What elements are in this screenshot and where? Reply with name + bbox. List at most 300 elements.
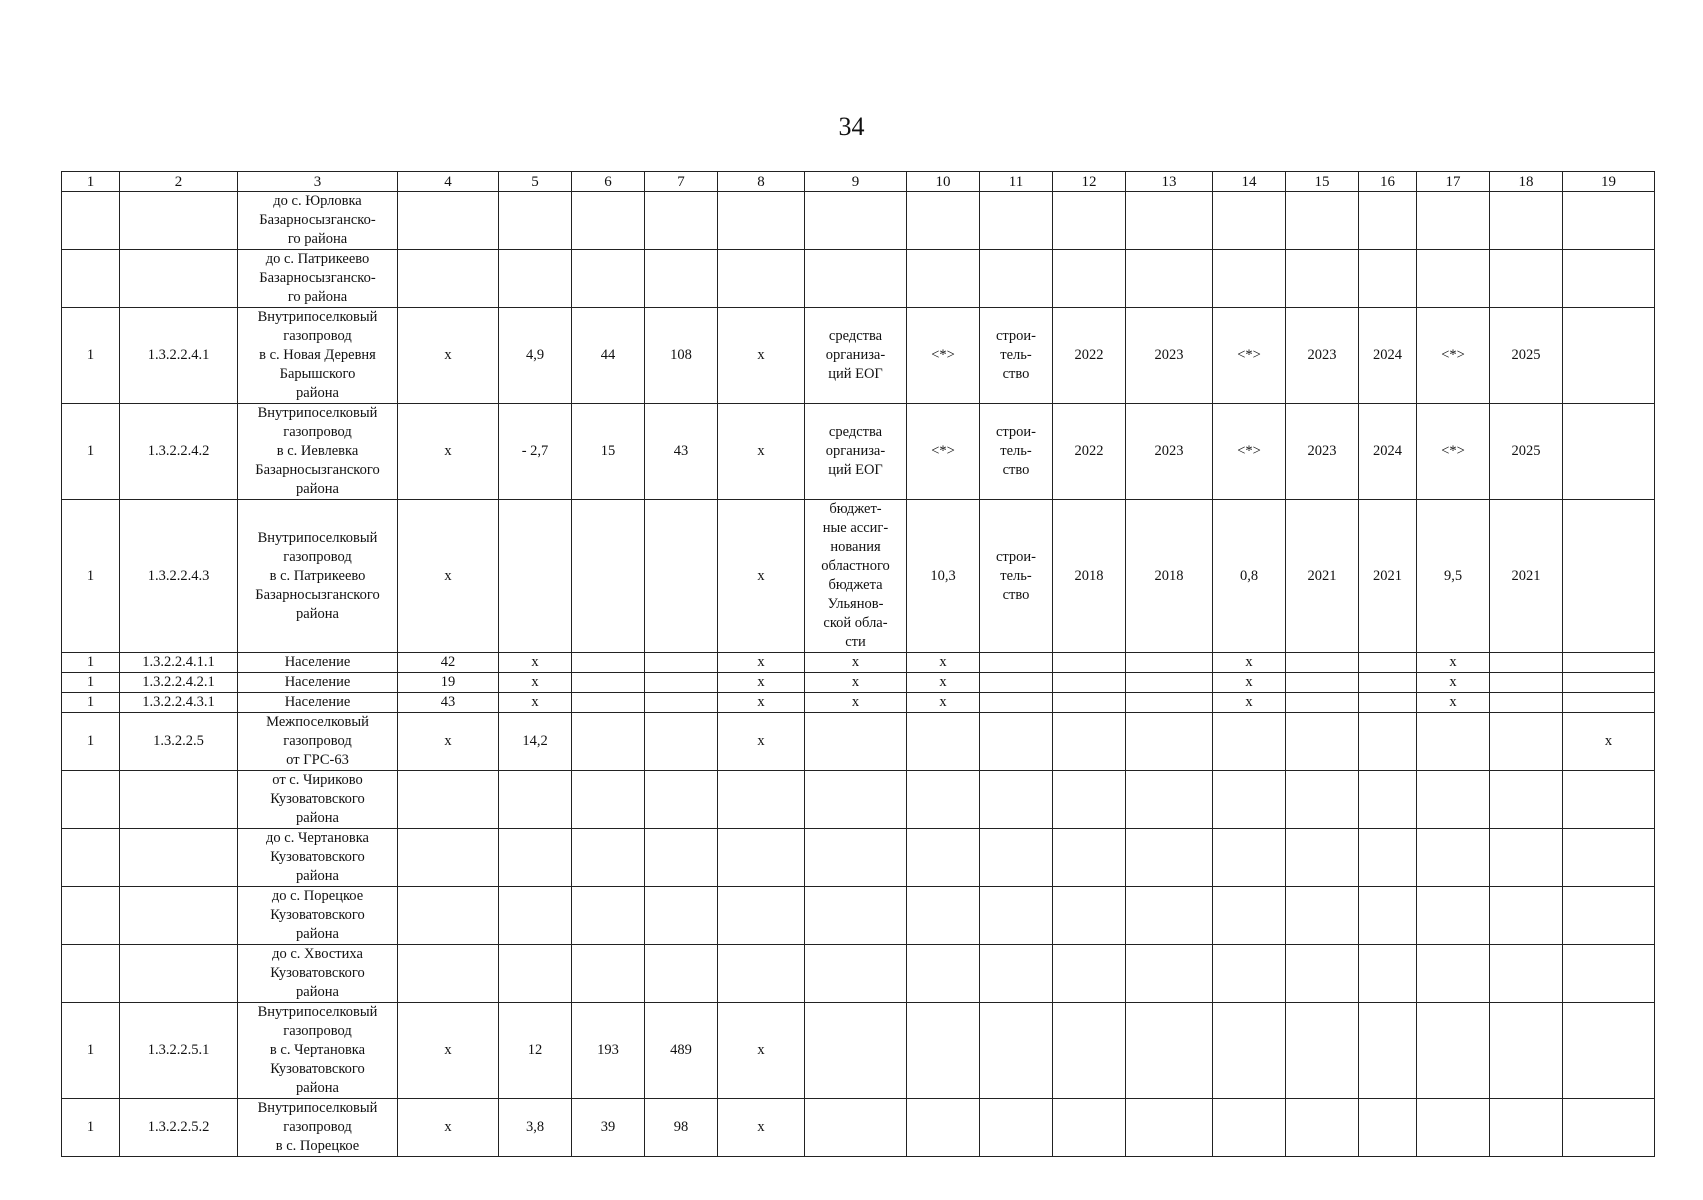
table-cell (907, 713, 980, 771)
table-cell (980, 713, 1053, 771)
table-cell: 1.3.2.2.4.1 (120, 308, 238, 404)
table-cell (645, 887, 718, 945)
table-cell (645, 653, 718, 673)
table-cell (907, 192, 980, 250)
table-cell (645, 500, 718, 653)
table-cell (62, 192, 120, 250)
table-cell: х (1213, 673, 1286, 693)
table-cell (1490, 693, 1563, 713)
table-cell: до с. Порецкое Кузоватовского района (238, 887, 398, 945)
table-cell (1213, 250, 1286, 308)
table-cell (980, 693, 1053, 713)
table-row (62, 945, 1655, 1003)
table-cell (1053, 653, 1126, 673)
table-cell: Население (238, 653, 398, 673)
table-cell (1213, 192, 1286, 250)
table-cell: 1 (62, 1099, 120, 1157)
table-cell (1053, 1099, 1126, 1157)
column-header: 11 (980, 172, 1053, 192)
table-cell (499, 829, 572, 887)
table-cell (1213, 945, 1286, 1003)
table-cell: х (718, 308, 805, 404)
table-cell (572, 693, 645, 713)
table-cell: 42 (398, 653, 499, 673)
table-cell: 1.3.2.2.5 (120, 713, 238, 771)
table-cell (645, 713, 718, 771)
table-cell (1213, 1003, 1286, 1099)
table-cell: Внутрипоселковый газопровод в с. Порецкое (238, 1099, 398, 1157)
table-cell (1126, 1099, 1213, 1157)
column-header: 19 (1563, 172, 1655, 192)
table-cell (1359, 829, 1417, 887)
table-cell (1563, 1099, 1655, 1157)
table-cell (980, 192, 1053, 250)
table-cell: <*> (1417, 308, 1490, 404)
table-cell: х (718, 1099, 805, 1157)
table-cell: 1.3.2.2.4.2.1 (120, 673, 238, 693)
table-cell: 1.3.2.2.4.2 (120, 404, 238, 500)
table-cell (62, 945, 120, 1003)
table-cell (805, 945, 907, 1003)
table-cell (645, 192, 718, 250)
table-cell (907, 887, 980, 945)
column-header: 8 (718, 172, 805, 192)
table-row (62, 1099, 1655, 1157)
table-cell: х (805, 673, 907, 693)
table-cell: х (718, 500, 805, 653)
table-cell (1286, 693, 1359, 713)
table-cell (1286, 829, 1359, 887)
table-cell: <*> (1213, 404, 1286, 500)
table-cell: 1 (62, 308, 120, 404)
table-cell (572, 829, 645, 887)
table-cell (62, 829, 120, 887)
table-cell: 4,9 (499, 308, 572, 404)
table-cell (1053, 945, 1126, 1003)
table-cell: 39 (572, 1099, 645, 1157)
table-cell (499, 250, 572, 308)
table-cell (1563, 945, 1655, 1003)
table-cell: х (398, 308, 499, 404)
table-cell (1490, 250, 1563, 308)
table-cell (398, 771, 499, 829)
table-cell: <*> (907, 404, 980, 500)
table-cell (62, 771, 120, 829)
table-cell: х (907, 693, 980, 713)
table-cell (1417, 887, 1490, 945)
table-cell: 2023 (1286, 308, 1359, 404)
table-cell (1417, 771, 1490, 829)
table-cell (398, 945, 499, 1003)
table-cell: 10,3 (907, 500, 980, 653)
table-cell (907, 250, 980, 308)
table-cell (718, 250, 805, 308)
table-cell (1417, 945, 1490, 1003)
table-cell (805, 192, 907, 250)
table-cell (1490, 945, 1563, 1003)
table-row (62, 829, 1655, 887)
table-cell (1490, 1099, 1563, 1157)
table-row (62, 887, 1655, 945)
table-cell (1359, 945, 1417, 1003)
table-cell (1563, 308, 1655, 404)
table-cell (907, 1003, 980, 1099)
table-cell (907, 771, 980, 829)
table-cell: до с. Юрловка Базарносызганско- го района (238, 192, 398, 250)
table-cell: 2025 (1490, 404, 1563, 500)
table-cell: х (499, 673, 572, 693)
table-cell: 2024 (1359, 404, 1417, 500)
column-header: 12 (1053, 172, 1126, 192)
table-cell: 19 (398, 673, 499, 693)
table-cell: 1 (62, 1003, 120, 1099)
table-cell (1213, 887, 1286, 945)
table-cell (1359, 673, 1417, 693)
table-cell (1126, 945, 1213, 1003)
table-cell: Население (238, 673, 398, 693)
table-cell: 1 (62, 404, 120, 500)
table-cell: до с. Чертановка Кузоватовского района (238, 829, 398, 887)
table-cell: до с. Хвостиха Кузоватовского района (238, 945, 398, 1003)
table-cell (1126, 829, 1213, 887)
table-cell (718, 887, 805, 945)
table-cell (907, 1099, 980, 1157)
table-cell (1563, 192, 1655, 250)
table-cell (805, 829, 907, 887)
table-cell (120, 771, 238, 829)
table-cell: х (718, 653, 805, 673)
table-cell (1490, 713, 1563, 771)
table-cell (1359, 1003, 1417, 1099)
table-cell: х (398, 1003, 499, 1099)
table-cell: 15 (572, 404, 645, 500)
table-cell (1490, 829, 1563, 887)
table-cell: 2025 (1490, 308, 1563, 404)
table-cell: х (398, 713, 499, 771)
table-cell (980, 1003, 1053, 1099)
table-cell (1490, 673, 1563, 693)
table-cell: 1.3.2.2.4.3 (120, 500, 238, 653)
table-cell: 2023 (1286, 404, 1359, 500)
table-cell: х (718, 713, 805, 771)
column-header: 16 (1359, 172, 1417, 192)
table-row (62, 693, 1655, 713)
column-header: 9 (805, 172, 907, 192)
table-cell (907, 829, 980, 887)
table-row (62, 250, 1655, 308)
table-cell: х (1417, 693, 1490, 713)
table-cell: х (1213, 693, 1286, 713)
table-cell: 43 (398, 693, 499, 713)
table-cell (1053, 250, 1126, 308)
table-cell (1286, 713, 1359, 771)
column-header: 17 (1417, 172, 1490, 192)
table-cell: х (718, 673, 805, 693)
table-cell: х (398, 1099, 499, 1157)
table-cell (1126, 1003, 1213, 1099)
table-cell (1563, 693, 1655, 713)
table-cell: 2021 (1359, 500, 1417, 653)
page-number: 34 (838, 112, 865, 141)
table-cell: 1 (62, 653, 120, 673)
table-cell: 2018 (1053, 500, 1126, 653)
table-cell: х (805, 693, 907, 713)
table-cell (1490, 192, 1563, 250)
table-cell (1053, 887, 1126, 945)
table-cell (1213, 771, 1286, 829)
table-cell (1417, 192, 1490, 250)
table-cell: 2023 (1126, 308, 1213, 404)
table-cell (572, 500, 645, 653)
table-cell (1490, 887, 1563, 945)
table-cell: 1 (62, 693, 120, 713)
table-cell (1563, 887, 1655, 945)
table-cell: до с. Патрикеево Базарносызганско- го района (238, 250, 398, 308)
table-cell (1126, 192, 1213, 250)
table-cell (1563, 500, 1655, 653)
header-row (62, 172, 1655, 192)
table-cell: <*> (1417, 404, 1490, 500)
table-cell (1053, 673, 1126, 693)
table-cell (499, 887, 572, 945)
table-cell: х (499, 653, 572, 673)
table-cell (1563, 673, 1655, 693)
table-row (62, 713, 1655, 771)
table-cell (1359, 771, 1417, 829)
table-cell: 2023 (1126, 404, 1213, 500)
table-cell: 2024 (1359, 308, 1417, 404)
table-cell: 1 (62, 713, 120, 771)
table-cell: Внутрипоселковый газопровод в с. Иевлевка Базарносызганского района (238, 404, 398, 500)
table-cell: средства организа- ций ЕОГ (805, 404, 907, 500)
table-cell (499, 945, 572, 1003)
table-cell (1286, 771, 1359, 829)
table-cell (1563, 653, 1655, 673)
column-header: 7 (645, 172, 718, 192)
table-cell (120, 192, 238, 250)
table-cell (805, 1099, 907, 1157)
table-cell: 1.3.2.2.5.2 (120, 1099, 238, 1157)
table-row (62, 1003, 1655, 1099)
table-cell: 98 (645, 1099, 718, 1157)
table-cell (645, 693, 718, 713)
table-cell (980, 250, 1053, 308)
table-cell (1563, 829, 1655, 887)
table-row (62, 500, 1655, 653)
table-cell: 489 (645, 1003, 718, 1099)
table-cell (645, 945, 718, 1003)
table-cell: х (907, 653, 980, 673)
table-cell: бюджет- ные ассиг- нования областного бюджета Ульянов- ской обла- сти (805, 500, 907, 653)
table-cell (572, 713, 645, 771)
table-cell: 108 (645, 308, 718, 404)
table-cell (572, 673, 645, 693)
table-cell: строи- тель- ство (980, 500, 1053, 653)
table-cell: х (718, 693, 805, 713)
table-cell (1563, 404, 1655, 500)
table-cell (1286, 192, 1359, 250)
table-row (62, 771, 1655, 829)
table-cell: 44 (572, 308, 645, 404)
column-header: 13 (1126, 172, 1213, 192)
table-cell (1286, 1003, 1359, 1099)
table-cell: х (1563, 713, 1655, 771)
table-cell: 2021 (1286, 500, 1359, 653)
table-cell (1286, 250, 1359, 308)
table-row (62, 653, 1655, 673)
table-cell: х (1417, 673, 1490, 693)
table-cell: Население (238, 693, 398, 713)
table-cell (1286, 887, 1359, 945)
table-cell: х (499, 693, 572, 713)
table-cell (980, 673, 1053, 693)
table-cell (980, 887, 1053, 945)
table-cell (1563, 1003, 1655, 1099)
table-cell (1126, 713, 1213, 771)
column-header: 2 (120, 172, 238, 192)
table-cell: х (398, 500, 499, 653)
table-cell (1126, 771, 1213, 829)
table-cell: 2022 (1053, 308, 1126, 404)
table-cell (1053, 829, 1126, 887)
table-cell: 1 (62, 500, 120, 653)
table-cell (499, 192, 572, 250)
table-cell (572, 653, 645, 673)
table-cell (1286, 1099, 1359, 1157)
table-cell (1126, 673, 1213, 693)
table-cell: х (398, 404, 499, 500)
data-table (61, 171, 1655, 1157)
table-cell: х (718, 404, 805, 500)
table-cell (1053, 693, 1126, 713)
column-header: 14 (1213, 172, 1286, 192)
table-cell (645, 673, 718, 693)
table-cell (1490, 1003, 1563, 1099)
table-cell: <*> (907, 308, 980, 404)
table-cell (1417, 1003, 1490, 1099)
table-cell (1359, 693, 1417, 713)
table-cell: строи- тель- ство (980, 308, 1053, 404)
table-cell: Внутрипоселковый газопровод в с. Патрикеево Базарносызганского района (238, 500, 398, 653)
table-cell (1359, 1099, 1417, 1157)
table-cell (1359, 192, 1417, 250)
table-cell (398, 829, 499, 887)
table-cell: 1 (62, 673, 120, 693)
table-row (62, 673, 1655, 693)
table-cell: - 2,7 (499, 404, 572, 500)
column-header: 3 (238, 172, 398, 192)
table-cell: х (1417, 653, 1490, 673)
table-cell (1359, 887, 1417, 945)
table-cell (980, 829, 1053, 887)
table-cell (718, 945, 805, 1003)
table-cell (1286, 673, 1359, 693)
table-cell (1213, 713, 1286, 771)
table-cell (1286, 945, 1359, 1003)
table-cell: Внутрипоселковый газопровод в с. Чертановка Кузоватовского района (238, 1003, 398, 1099)
table-cell (980, 653, 1053, 673)
table-cell: 2021 (1490, 500, 1563, 653)
table-cell (62, 250, 120, 308)
table-cell (907, 945, 980, 1003)
table-cell (1126, 693, 1213, 713)
table-cell (1359, 250, 1417, 308)
table-cell (980, 1099, 1053, 1157)
table-cell: 14,2 (499, 713, 572, 771)
table-cell (1126, 653, 1213, 673)
table-cell (1417, 829, 1490, 887)
table-cell (398, 250, 499, 308)
table-cell (805, 250, 907, 308)
table-cell (805, 713, 907, 771)
table-cell (398, 887, 499, 945)
table-cell (1563, 771, 1655, 829)
table-cell (572, 945, 645, 1003)
table-cell: 1.3.2.2.4.3.1 (120, 693, 238, 713)
table-cell (1490, 653, 1563, 673)
table-cell: х (1213, 653, 1286, 673)
table-cell (1417, 713, 1490, 771)
table-cell (499, 500, 572, 653)
table-cell (1213, 1099, 1286, 1157)
table-cell (1053, 1003, 1126, 1099)
table-cell: <*> (1213, 308, 1286, 404)
table-cell (1563, 250, 1655, 308)
table-cell: 2018 (1126, 500, 1213, 653)
table-cell (120, 945, 238, 1003)
table-cell (805, 1003, 907, 1099)
table-cell (718, 192, 805, 250)
table-cell: средства организа- ций ЕОГ (805, 308, 907, 404)
table-cell: 1.3.2.2.4.1.1 (120, 653, 238, 673)
table-cell: 1.3.2.2.5.1 (120, 1003, 238, 1099)
table-cell: 3,8 (499, 1099, 572, 1157)
table-cell (572, 887, 645, 945)
table-cell: 12 (499, 1003, 572, 1099)
table-cell (572, 250, 645, 308)
table-cell (1286, 653, 1359, 673)
table-cell (718, 771, 805, 829)
table-cell: строи- тель- ство (980, 404, 1053, 500)
column-header: 15 (1286, 172, 1359, 192)
table-cell (1053, 771, 1126, 829)
table-cell (1417, 250, 1490, 308)
table-cell: 0,8 (1213, 500, 1286, 653)
table-cell (980, 945, 1053, 1003)
table-cell (120, 250, 238, 308)
table-cell: х (907, 673, 980, 693)
table-cell: 193 (572, 1003, 645, 1099)
table-cell (805, 771, 907, 829)
table-row (62, 308, 1655, 404)
table-cell (398, 192, 499, 250)
table-cell: 43 (645, 404, 718, 500)
table-cell: х (805, 653, 907, 673)
table-cell (1126, 887, 1213, 945)
table-cell: Внутрипоселковый газопровод в с. Новая Деревня Барышского района (238, 308, 398, 404)
table-cell (572, 192, 645, 250)
table-row (62, 192, 1655, 250)
table-cell: х (718, 1003, 805, 1099)
table-cell: 9,5 (1417, 500, 1490, 653)
column-header: 6 (572, 172, 645, 192)
column-header: 5 (499, 172, 572, 192)
table-cell (645, 771, 718, 829)
column-header: 1 (62, 172, 120, 192)
table-cell: 2022 (1053, 404, 1126, 500)
table-cell (645, 250, 718, 308)
table-cell (120, 887, 238, 945)
